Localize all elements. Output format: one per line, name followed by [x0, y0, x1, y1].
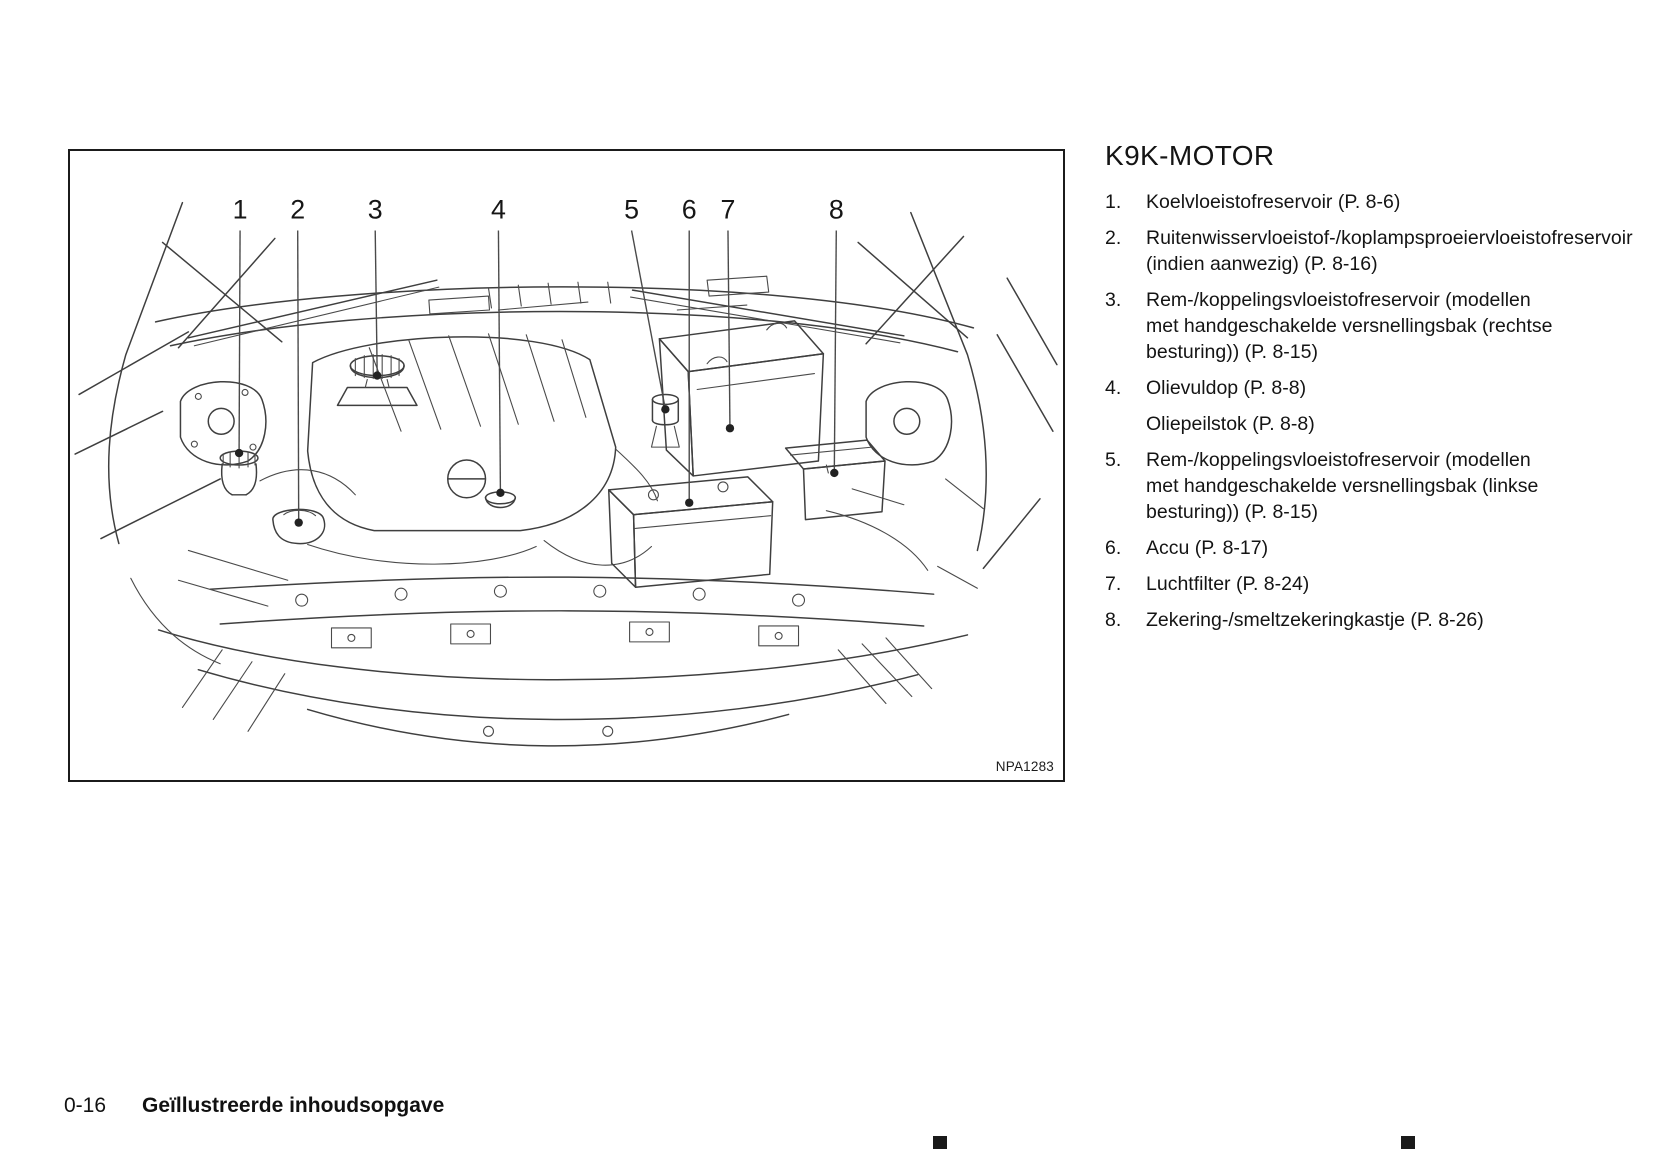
page-number: 0-16 — [64, 1094, 107, 1117]
legend-item-number: 3. — [1105, 289, 1122, 311]
legend-item-text — [1146, 189, 1557, 215]
legend-panel — [1105, 140, 1633, 643]
legend-item-line: Koelvloeistofreservoir (P. 8-6) — [1146, 191, 1401, 213]
callout-leader-line — [375, 230, 377, 375]
callout-leader-line — [728, 230, 730, 428]
callout-number: 2 — [290, 194, 306, 225]
legend-item-text — [1146, 225, 1633, 277]
page-footer — [64, 1094, 444, 1118]
callout-dot — [295, 518, 303, 526]
legend-item-number: 2. — [1105, 227, 1122, 249]
callout-leader-line — [239, 230, 240, 453]
legend-item-number: 1. — [1105, 191, 1122, 213]
callout-leader-line — [632, 230, 666, 409]
callout-dot — [496, 489, 504, 497]
callout-dot — [661, 405, 669, 413]
legend-item-text — [1146, 535, 1557, 561]
callout-dot — [726, 424, 734, 432]
callout-dot — [830, 469, 838, 477]
legend-item — [1105, 375, 1557, 437]
legend-item-line: Zekering-/smeltzekeringkastje (P. 8-26) — [1146, 609, 1484, 631]
legend-item-line: Rem-/koppelingsvloeistofreservoir (modellen met handgeschakelde versnellingsbak (linkse besturing)) (P. 8-15) — [1146, 449, 1539, 523]
legend-item-line: Accu (P. 8-17) — [1146, 537, 1269, 559]
callout-number: 5 — [624, 194, 640, 225]
print-mark — [1401, 1136, 1415, 1149]
engine-bay-illustration — [70, 151, 1063, 780]
legend-item — [1105, 225, 1633, 277]
legend-item — [1105, 287, 1557, 365]
legend-item-line: Ruitenwisservloeistof-/koplampsproeiervloeistofreservoir (indien aanwezig) (P. 8-16) — [1146, 227, 1633, 275]
callout-number: 1 — [232, 194, 248, 225]
legend-item-text — [1146, 571, 1557, 597]
legend-item-number: 6. — [1105, 537, 1122, 559]
print-mark — [933, 1136, 947, 1149]
legend-item-text — [1146, 447, 1557, 525]
legend-item — [1105, 535, 1557, 561]
legend-item-number: 4. — [1105, 377, 1122, 399]
callout-number: 3 — [367, 194, 383, 225]
legend-item-number: 8. — [1105, 609, 1122, 631]
callout-number: 8 — [828, 194, 844, 225]
legend-item-number: 7. — [1105, 573, 1122, 595]
legend-item-number: 5. — [1105, 449, 1122, 471]
legend-item-text — [1146, 375, 1557, 437]
callout-number: 4 — [490, 194, 506, 225]
legend-item — [1105, 189, 1557, 215]
figure-code: NPA1283 — [995, 759, 1054, 774]
legend-list — [1105, 189, 1633, 633]
legend-item-line: Rem-/koppelingsvloeistofreservoir (modellen met handgeschakelde versnellingsbak (rechtse besturing)) (P. 8-15) — [1146, 289, 1553, 363]
section-title: Geïllustreerde inhoudsopgave — [142, 1094, 445, 1117]
callout-number: 6 — [681, 194, 697, 225]
engine-diagram-frame — [68, 149, 1065, 782]
callout-leader-line — [834, 230, 836, 472]
legend-item-text — [1146, 607, 1557, 633]
callout-number: 7 — [720, 194, 736, 225]
callout-leader-line — [298, 230, 299, 522]
callout-dot — [685, 499, 693, 507]
legend-item — [1105, 607, 1557, 633]
callout-dot — [373, 371, 381, 379]
legend-item — [1105, 571, 1557, 597]
legend-item-line: Luchtfilter (P. 8-24) — [1146, 573, 1310, 595]
callout-dot — [235, 449, 243, 457]
legend-item-text — [1146, 287, 1557, 365]
callout-leader-line — [498, 230, 500, 492]
legend-item-line: Olievuldop (P. 8-8) — [1146, 377, 1307, 399]
legend-item-line: Oliepeilstok (P. 8-8) — [1146, 413, 1315, 435]
engine-title: K9K-MOTOR — [1105, 140, 1275, 171]
legend-item — [1105, 447, 1557, 525]
